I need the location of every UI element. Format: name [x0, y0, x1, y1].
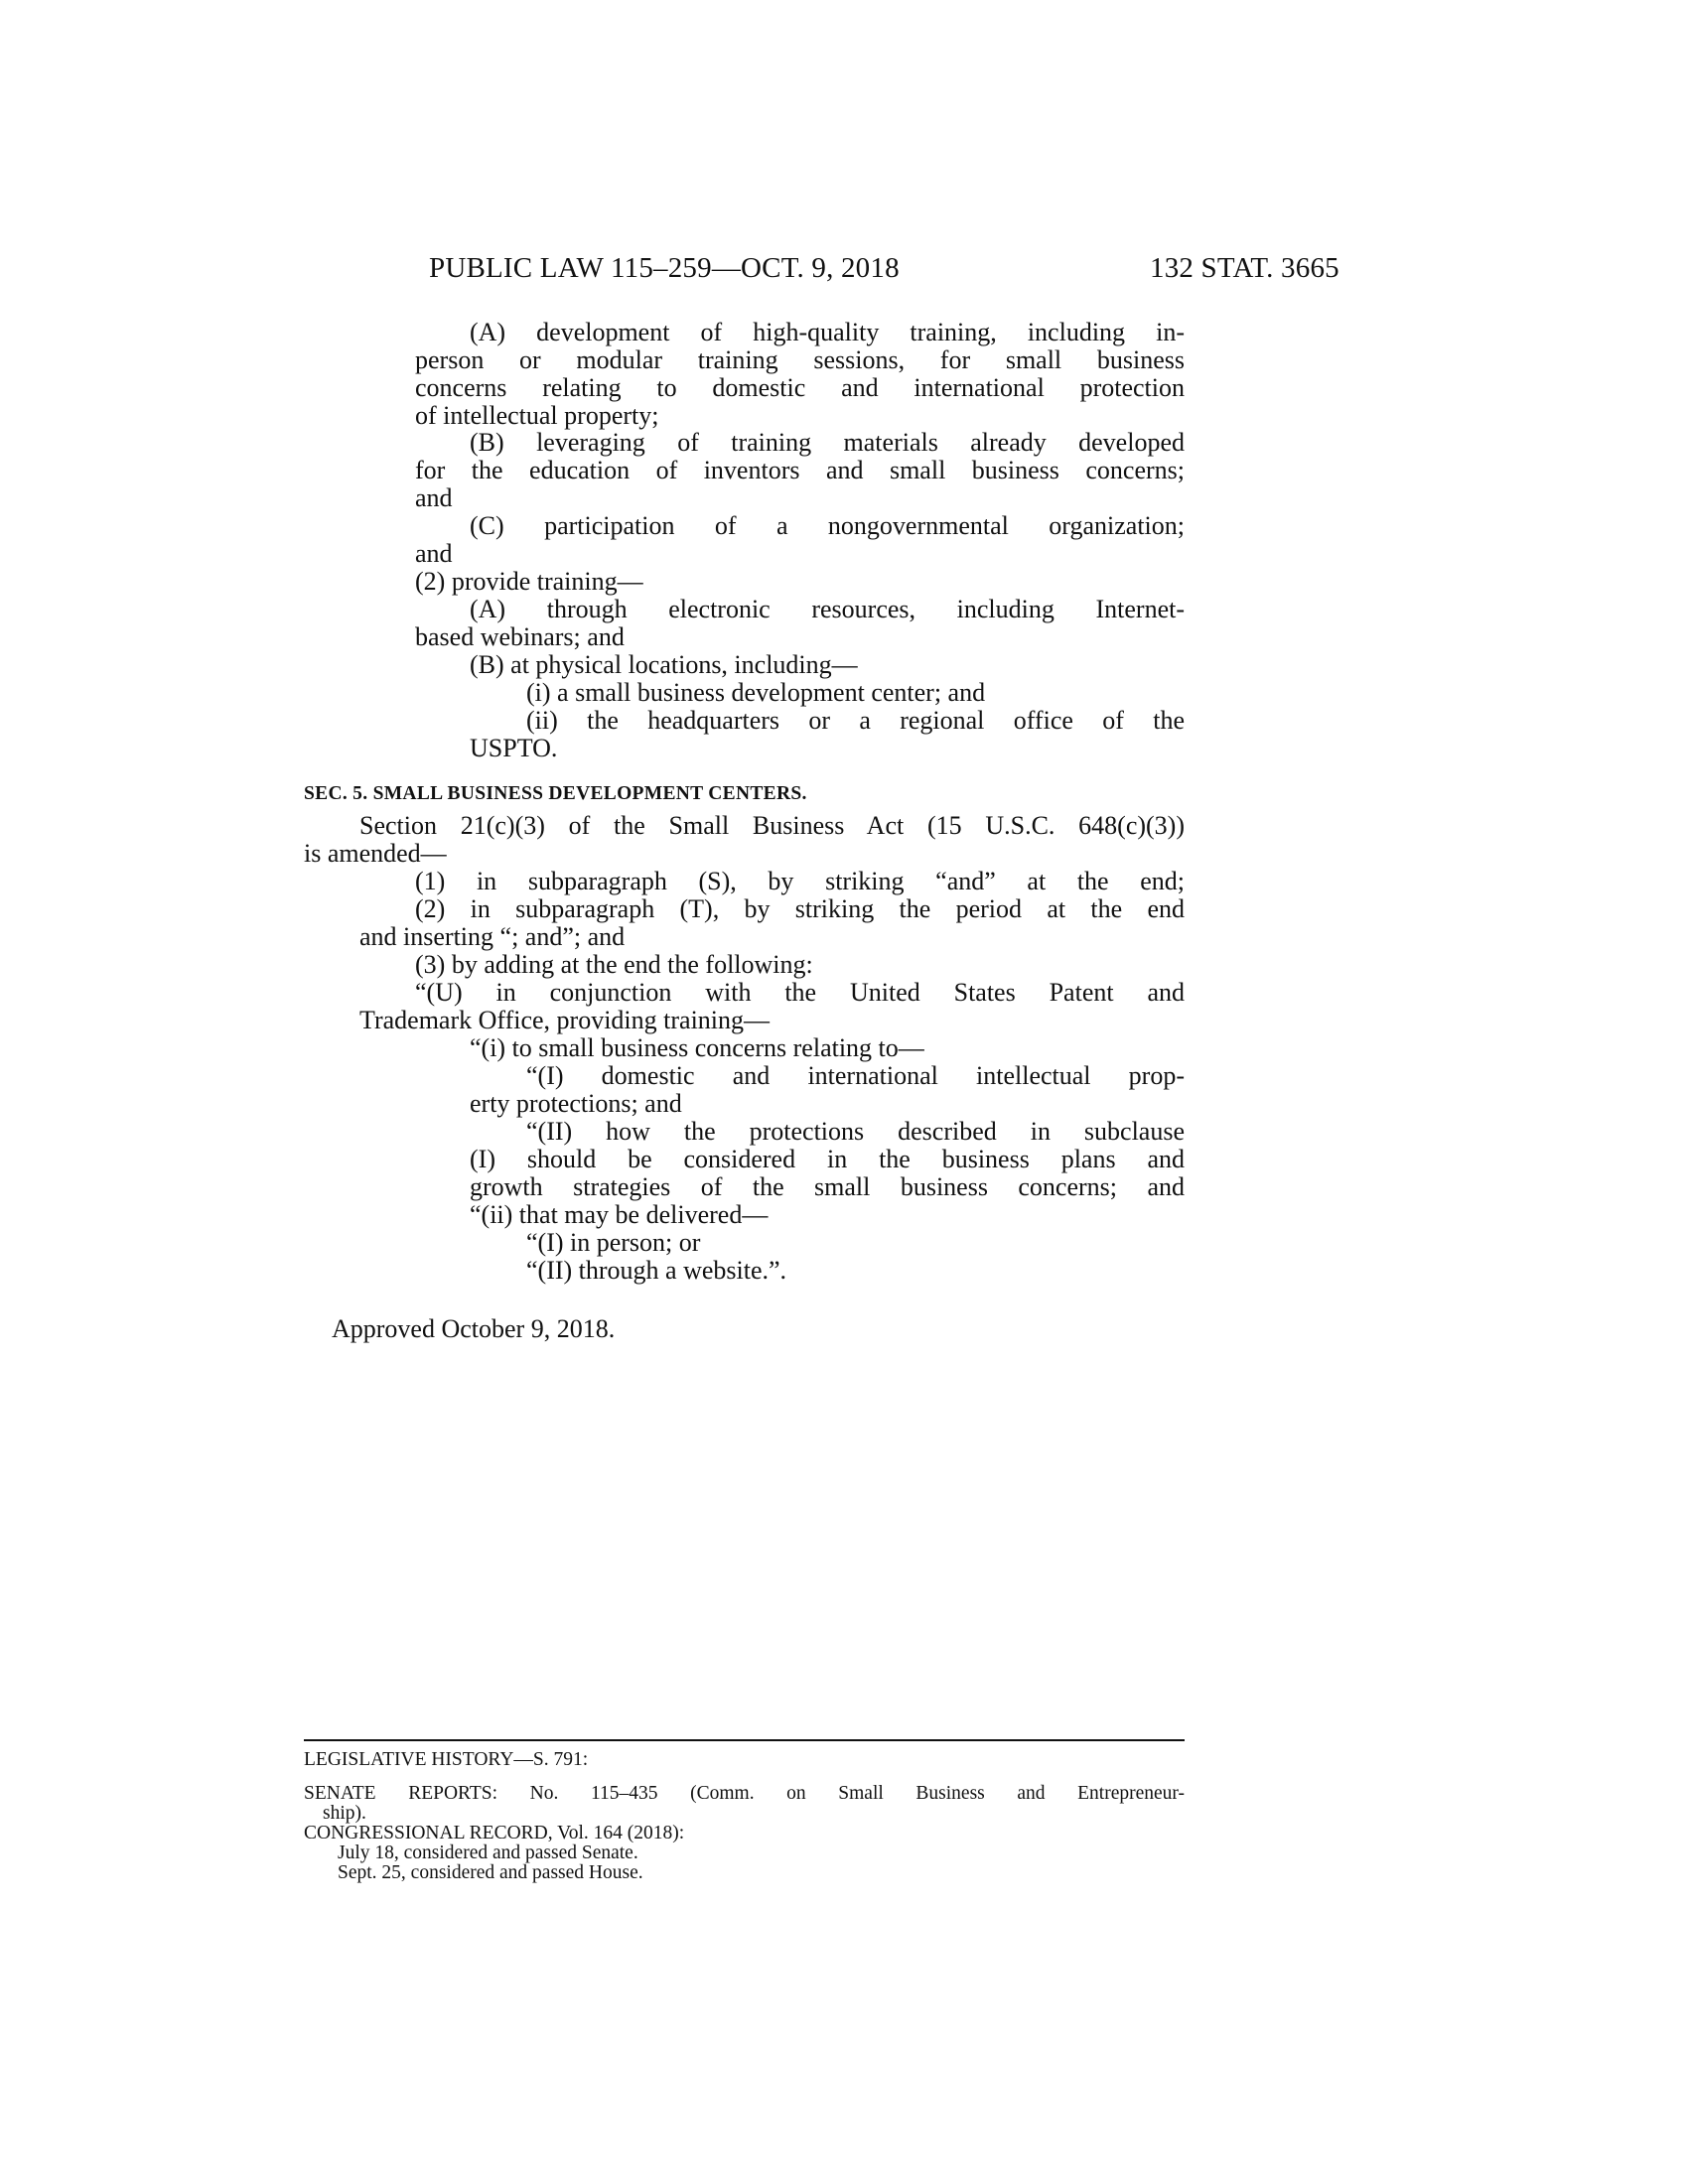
- text-line: “(II) through a website.”.: [526, 1256, 787, 1285]
- footnote-line: SENATE REPORTS: No. 115–435 (Comm. on Small Business and Entrepreneur-: [304, 1783, 1185, 1804]
- text-line: “(ii) that may be delivered—: [470, 1200, 769, 1229]
- legislative-history-heading: LEGISLATIVE HISTORY—S. 791:: [304, 1749, 589, 1770]
- text-line: and inserting “; and”; and: [359, 922, 626, 951]
- text-line: growth strategies of the small business concerns; and: [470, 1172, 1185, 1201]
- text-line: USPTO.: [470, 734, 558, 762]
- stat-page-number: 132 STAT. 3665: [1150, 252, 1339, 284]
- footnote-line: CONGRESSIONAL RECORD, Vol. 164 (2018):: [304, 1823, 685, 1843]
- text-line: (3) by adding at the end the following:: [415, 950, 813, 979]
- text-line: (B) leveraging of training materials already developed: [470, 428, 1185, 457]
- text-line: (2) in subparagraph (T), by striking the period at the end: [415, 894, 1185, 923]
- text-line: Section 21(c)(3) of the Small Business Act (15 U.S.C. 648(c)(3)): [359, 811, 1185, 840]
- text-line: of intellectual property;: [415, 401, 659, 430]
- text-line: “(U) in conjunction with the United States Patent and: [415, 978, 1185, 1007]
- approval-date: Approved October 9, 2018.: [332, 1314, 616, 1343]
- text-line: Trademark Office, providing training—: [359, 1006, 771, 1034]
- text-line: (A) development of high-quality training, including in-: [470, 318, 1185, 346]
- running-header-title: PUBLIC LAW 115–259—OCT. 9, 2018: [429, 252, 900, 284]
- text-line: “(I) domestic and international intellectual prop-: [526, 1061, 1185, 1090]
- text-line: based webinars; and: [415, 622, 625, 651]
- text-line: (I) should be considered in the business plans and: [470, 1145, 1185, 1173]
- text-line: (C) participation of a nongovernmental organization;: [470, 511, 1185, 540]
- text-line: and: [415, 539, 453, 568]
- text-line: person or modular training sessions, for small business: [415, 345, 1185, 374]
- text-line: (2) provide training—: [415, 567, 643, 596]
- text-line: (A) through electronic resources, including Internet-: [470, 595, 1185, 623]
- text-line: for the education of inventors and small business concerns;: [415, 456, 1185, 484]
- footnote-line: July 18, considered and passed Senate.: [338, 1843, 638, 1863]
- text-line: is amended—: [304, 839, 447, 868]
- text-line: “(I) in person; or: [526, 1228, 701, 1257]
- text-line: concerns relating to domestic and international protection: [415, 373, 1185, 402]
- text-line: (i) a small business development center; and: [526, 678, 986, 707]
- text-line: (B) at physical locations, including—: [470, 650, 858, 679]
- text-line: (ii) the headquarters or a regional office of the: [526, 706, 1185, 735]
- text-line: and: [415, 483, 453, 512]
- footnote-divider: [304, 1739, 1185, 1741]
- section-heading: SEC. 5. SMALL BUSINESS DEVELOPMENT CENTERS.: [304, 783, 807, 804]
- footnote-line: Sept. 25, considered and passed House.: [338, 1862, 643, 1883]
- footnote-line: ship).: [323, 1803, 366, 1824]
- text-line: erty protections; and: [470, 1089, 682, 1118]
- text-line: “(II) how the protections described in subclause: [526, 1117, 1185, 1146]
- text-line: “(i) to small business concerns relating to—: [470, 1033, 924, 1062]
- text-line: (1) in subparagraph (S), by striking “and” at the end;: [415, 867, 1185, 895]
